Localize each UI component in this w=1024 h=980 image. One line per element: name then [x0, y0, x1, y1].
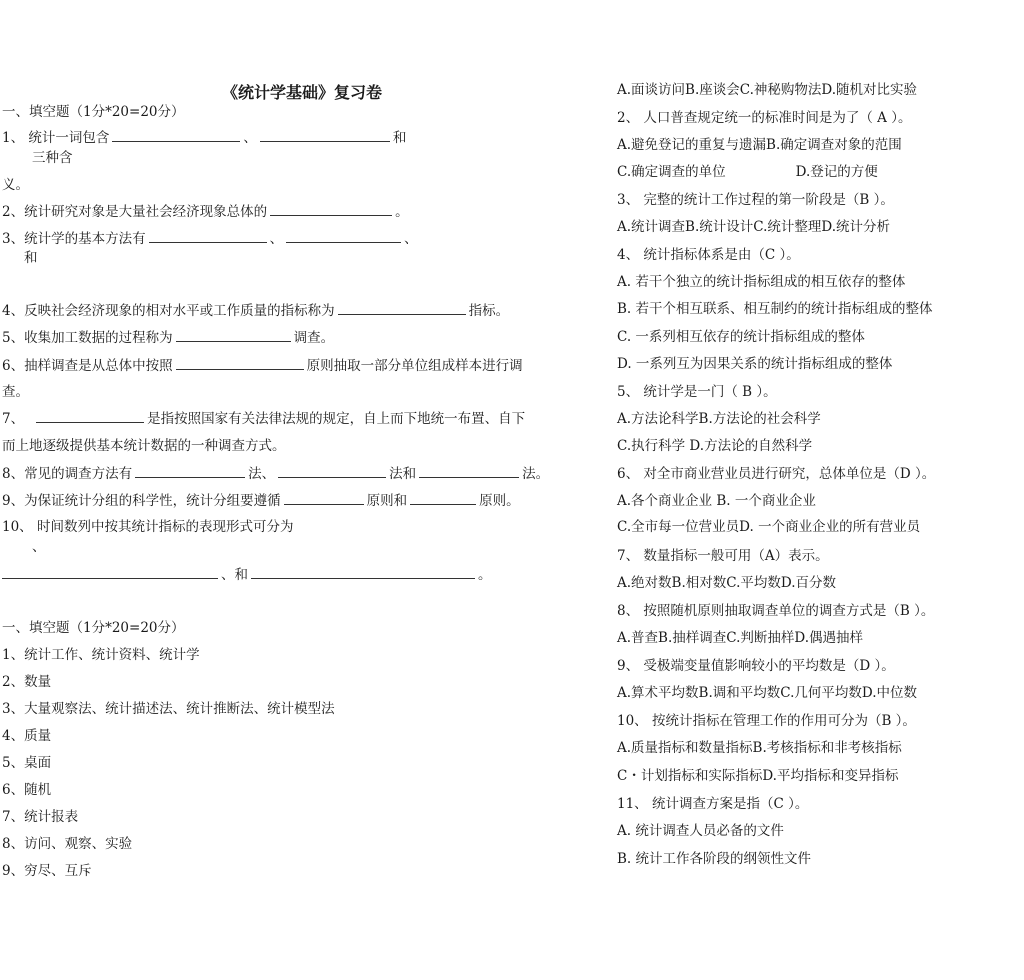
question-text: 、	[243, 130, 257, 146]
question-2	[2, 203, 409, 221]
question-text: 、和	[221, 567, 248, 583]
question-text: 2、统计研究对象是大量社会经济现象总体的	[2, 204, 268, 220]
answer-line: 4、质量	[2, 728, 52, 744]
question-text: 和	[24, 250, 38, 266]
question-line: 10、 按统计指标在管理工作的作用可分为（B ）。	[617, 713, 916, 729]
answer-blank[interactable]	[284, 492, 364, 505]
question-text: 9、为保证统计分组的科学性，统计分组要遵循	[2, 493, 281, 509]
question-text: 而上地逐级提供基本统计数据的一种调查方式。	[2, 438, 286, 454]
answer-blank[interactable]	[36, 410, 144, 423]
question-text: 法和	[389, 466, 417, 482]
question-line: 2、 人口普查规定统一的标准时间是为了（ A ）。	[617, 110, 912, 126]
question-text: 原则。	[479, 493, 520, 509]
question-text: 调查。	[293, 330, 335, 346]
answer-blank[interactable]	[135, 465, 245, 478]
question-9	[2, 492, 520, 510]
option-line: A.绝对数B.相对数C.平均数D.百分数	[617, 575, 837, 591]
question-7	[2, 410, 525, 428]
question-line: 4、 统计指标体系是由（C ）。	[617, 247, 800, 263]
question-text: 4、反映社会经济现象的相对水平或工作质量的指标称为	[2, 303, 335, 319]
question-text: 是指按照国家有关法律法规的规定，自上而下地统一布置、自下	[147, 411, 526, 427]
answer-blank[interactable]	[410, 492, 476, 505]
question-line: 6、 对全市商业营业员进行研究，总体单位是（D ）。	[617, 466, 936, 482]
question-text: 7、	[2, 411, 25, 427]
option-line: A.质量指标和数量指标B.考核指标和非考核指标	[617, 740, 902, 756]
option-line: A.统计调查B.统计设计C.统计整理D.统计分析	[617, 219, 891, 235]
question-text: 法。	[522, 466, 550, 482]
question-line: 8、 按照随机原则抽取调查单位的调查方式是（B ）。	[617, 603, 935, 619]
answer-line: 8、访问、观察、实验	[2, 836, 133, 852]
answer-blank[interactable]	[149, 230, 267, 243]
document-title: 《统计学基础》复习卷	[222, 83, 383, 102]
question-text: 8、常见的调查方法有	[2, 466, 133, 482]
answer-line: 9、穷尽、互斥	[2, 863, 92, 879]
answer-blank[interactable]	[260, 129, 390, 142]
option-line: C. 一系列相互依存的统计指标组成的整体	[617, 329, 865, 345]
question-8	[2, 465, 549, 483]
question-3	[2, 230, 418, 248]
option-line: C.执行科学 D.方法论的自然科学	[617, 438, 813, 454]
option-line: A.方法论科学B.方法论的社会科学	[617, 411, 821, 427]
question-text: 法、	[248, 466, 276, 482]
question-text: 1、 统计一词包含	[2, 130, 110, 146]
question-text: 原则和	[366, 493, 408, 509]
answer-blank[interactable]	[176, 357, 304, 370]
option-line: A.各个商业企业 B. 一个商业企业	[617, 493, 816, 509]
section-heading: 一、填空题（1分*20=20分）	[2, 620, 185, 636]
option-line	[617, 163, 878, 181]
question-5	[2, 329, 334, 347]
question-line: 9、 受极端变量值影响较小的平均数是（D ）。	[617, 658, 895, 674]
option-line: A.面谈访问B.座谈会C.神秘购物法D.随机对比实验	[617, 82, 918, 98]
option-line: A. 统计调查人员必备的文件	[617, 823, 784, 839]
answer-blank[interactable]	[2, 566, 218, 579]
answer-blank[interactable]	[278, 465, 386, 478]
question-text: 、	[32, 539, 46, 555]
option-line: A.算术平均数B.调和平均数C.几何平均数D.中位数	[617, 685, 918, 701]
option-line: C・计划指标和实际指标D.平均指标和变异指标	[617, 768, 899, 784]
option-text: D.登记的方便	[795, 164, 878, 180]
question-10: 10、 时间数列中按其统计指标的表现形式可分为	[2, 519, 294, 535]
question-line: 5、 统计学是一门（ B ）。	[617, 384, 777, 400]
question-line: 7、 数量指标一般可用（A）表示。	[617, 548, 829, 564]
answer-blank[interactable]	[251, 566, 475, 579]
option-line: C.全市每一位营业员D. 一个商业企业的所有营业员	[617, 519, 921, 535]
option-line: A. 若干个独立的统计指标组成的相互依存的整体	[617, 274, 906, 290]
question-text: 、	[269, 231, 284, 247]
option-line: A.避免登记的重复与遗漏B.确定调查对象的范围	[617, 137, 902, 153]
answer-blank[interactable]	[419, 465, 519, 478]
answer-blank[interactable]	[176, 329, 291, 342]
question-text: 三种含	[32, 150, 73, 166]
question-text: 查。	[2, 384, 29, 400]
question-1	[2, 129, 406, 147]
answer-blank[interactable]	[270, 203, 392, 216]
answer-blank[interactable]	[112, 129, 240, 142]
question-text: 。	[395, 204, 409, 220]
answer-line: 3、大量观察法、统计描述法、统计推断法、统计模型法	[2, 701, 335, 717]
question-text: 和	[392, 130, 407, 146]
option-line: A.普查B.抽样调查C.判断抽样D.偶遇抽样	[617, 630, 864, 646]
answer-line: 6、随机	[2, 782, 52, 798]
question-10-blanks	[2, 566, 492, 584]
question-4	[2, 302, 509, 320]
answer-line: 2、数量	[2, 674, 52, 690]
question-line: 3、 完整的统计工作过程的第一阶段是（B ）。	[617, 192, 894, 208]
section-heading: 一、填空题（1分*20=20分）	[2, 104, 185, 120]
question-text: 、	[404, 231, 418, 247]
answer-line: 5、桌面	[2, 755, 52, 771]
answer-line: 7、统计报表	[2, 809, 79, 825]
answer-blank[interactable]	[338, 302, 466, 315]
question-text: 义。	[2, 177, 29, 193]
question-line: 11、 统计调查方案是指（C ）。	[617, 796, 809, 812]
question-6	[2, 357, 523, 375]
option-line: B. 统计工作各阶段的纲领性文件	[617, 851, 812, 867]
answer-blank[interactable]	[286, 230, 401, 243]
question-text: 指标。	[468, 303, 510, 319]
option-line: B. 若干个相互联系、相互制约的统计指标组成的整体	[617, 301, 933, 317]
question-text: 3、统计学的基本方法有	[2, 231, 146, 247]
option-text: C.确定调查的单位	[617, 164, 726, 180]
option-line: D. 一系列互为因果关系的统计指标组成的整体	[617, 356, 893, 372]
question-text: 。	[478, 567, 492, 583]
question-text: 6、抽样调查是从总体中按照	[2, 358, 173, 374]
question-text: 原则抽取一部分单位组成样本进行调	[306, 358, 523, 374]
answer-line: 1、统计工作、统计资料、统计学	[2, 647, 200, 663]
question-text: 5、收集加工数据的过程称为	[2, 330, 173, 346]
